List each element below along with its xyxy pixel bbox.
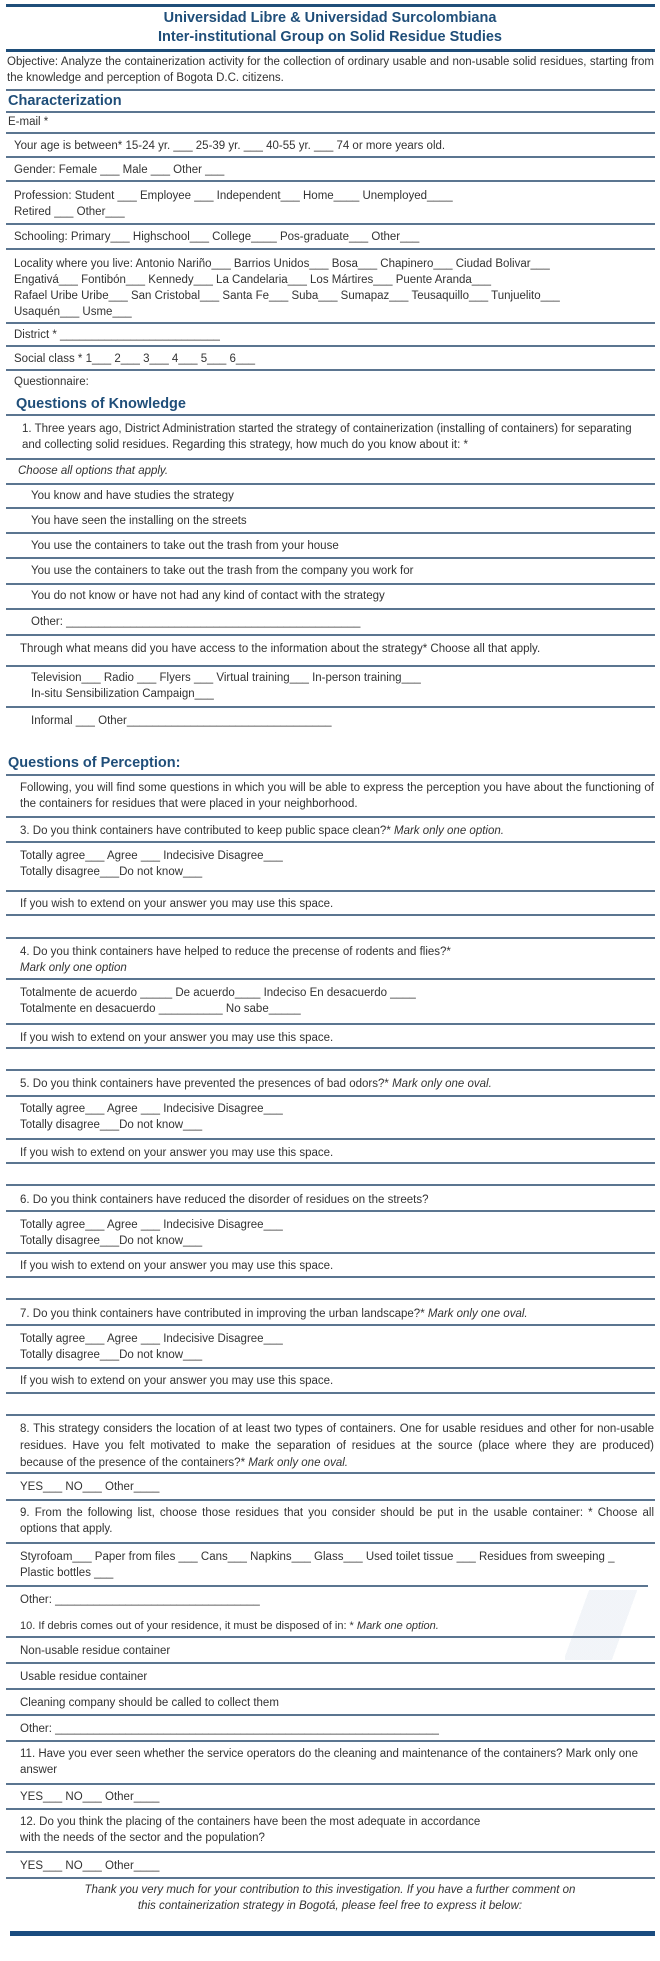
q1-option-other[interactable]: Other: ______________________________________________ xyxy=(31,616,361,628)
q6-extend-label: If you wish to extend on your answer you may use this space. xyxy=(20,1260,334,1272)
divider xyxy=(6,1095,655,1097)
divider xyxy=(6,180,655,182)
q1-option[interactable]: You have seen the installing on the streets xyxy=(31,515,247,527)
divider xyxy=(6,1585,648,1587)
q5-extend-input[interactable] xyxy=(6,1184,655,1186)
divider xyxy=(6,557,655,559)
divider xyxy=(6,1392,655,1394)
divider xyxy=(6,1138,655,1140)
q6-options-cont[interactable]: Totally disagree___Do not know___ xyxy=(20,1235,203,1247)
divider xyxy=(6,458,655,460)
question-3: 3. Do you think containers have contributed to keep public space clean?* Mark only one option. xyxy=(20,825,504,837)
divider xyxy=(6,414,655,416)
q5-options-cont[interactable]: Totally disagree___Do not know___ xyxy=(20,1119,203,1131)
divider xyxy=(6,706,655,708)
section-heading-perception: Questions of Perception: xyxy=(8,755,181,771)
divider xyxy=(6,1542,655,1544)
q3-options-cont[interactable]: Totally disagree___Do not know___ xyxy=(20,866,203,878)
q4-options-cont[interactable]: Totalmente en desacuerdo __________ No sabe_____ xyxy=(20,1003,301,1015)
q10-option-other[interactable]: Other: ____________________________________________________________ xyxy=(20,1723,439,1735)
divider xyxy=(6,483,655,485)
divider xyxy=(6,1783,655,1785)
divider xyxy=(6,1252,655,1254)
divider xyxy=(6,1047,655,1049)
locality-field-cont[interactable]: Rafael Uribe Uribe___ San Cristobal___ Santa Fe___ Suba___ Sumapaz___ Teusaquillo___ Tunjuelito___ xyxy=(14,290,560,302)
q5-options[interactable]: Totally agree___ Agree ___ Indecisive Disagree___ xyxy=(20,1103,283,1115)
perception-intro: Following, you will find some questions in which you will be able to express the perception you have about the functioning of the containers for residues that were placed in your neighborhood. xyxy=(20,782,654,810)
question-4: 4. Do you think containers have helped to reduce the precense of rodents and flies?* xyxy=(20,946,451,958)
question-5: 5. Do you think containers have prevented the presences of bad odors?* Mark only one oval. xyxy=(20,1078,492,1090)
closing-text: Thank you very much for your contribution to this investigation. If you have a further comment on xyxy=(84,1884,576,1896)
q7-extend-input[interactable] xyxy=(6,1414,655,1416)
divider xyxy=(6,1740,655,1742)
q8-options[interactable]: YES___ NO___ Other____ xyxy=(20,1481,160,1493)
schooling-field[interactable]: Schooling: Primary___ Highschool___ College____ Pos-graduate___ Other___ xyxy=(14,231,420,243)
locality-field[interactable]: Locality where you live: Antonio Nariño___ Barrios Unidos___ Bosa___ Chapinero___ Ciudad Bolivar___ xyxy=(14,258,550,270)
question-8: 8. This strategy considers the location of at least two types of containers. One for usable residues and other for non-usable residues. Have you felt motivated to make the separation of residues at the source (place where they are produced) because of the presence of the containers?* Mark only one oval. xyxy=(20,1423,654,1469)
email-field[interactable]: E-mail * xyxy=(8,116,49,128)
q1-option[interactable]: You use the containers to take out the trash from the company you work for xyxy=(31,565,414,577)
divider xyxy=(6,1276,655,1278)
divider xyxy=(6,132,655,134)
question-10: 10. If debris comes out of your residence, it must be disposed of in: * Mark one option. xyxy=(20,1620,439,1632)
q9-options-cont[interactable]: Plastic bottles ___ xyxy=(20,1567,114,1579)
q1-option[interactable]: You do not know or have not had any kind of contact with the strategy xyxy=(31,590,385,602)
divider xyxy=(6,1808,655,1810)
page-title: Universidad Libre & Universidad Surcolombiana xyxy=(163,10,497,26)
divider xyxy=(6,49,655,52)
divider xyxy=(6,665,655,667)
q1-option[interactable]: You use the containers to take out the trash from your house xyxy=(31,540,339,552)
social-class-field[interactable]: Social class * 1___ 2___ 3___ 4___ 5___ 6___ xyxy=(14,353,256,365)
bottom-bar xyxy=(10,1931,655,1936)
divider xyxy=(6,841,655,843)
q5-extend-label: If you wish to extend on your answer you may use this space. xyxy=(20,1147,334,1159)
divider xyxy=(6,1023,655,1025)
district-field[interactable]: District * _________________________ xyxy=(14,329,220,341)
q3-extend-label: If you wish to extend on your answer you may use this space. xyxy=(20,898,334,910)
divider xyxy=(6,1472,655,1474)
divider xyxy=(6,583,655,585)
divider xyxy=(6,1324,655,1326)
divider xyxy=(6,608,655,610)
question-9: 9. From the following list, choose those residues that you consider should be put in the usable container: * Choose all options that apply. xyxy=(20,1507,654,1535)
locality-field-cont[interactable]: Engativá___ Fontibón___ Kennedy___ La Candelaria___ Los Mártires___ Puente Aranda___ xyxy=(14,274,491,286)
divider xyxy=(6,248,655,250)
questionnaire-label: Questionnaire: xyxy=(14,376,89,388)
q4-extend-input[interactable] xyxy=(6,1069,655,1071)
divider xyxy=(6,1851,655,1853)
section-heading-knowledge: Questions of Knowledge xyxy=(16,396,186,412)
q12-options[interactable]: YES___ NO___ Other____ xyxy=(20,1860,160,1872)
page-subtitle: Inter-institutional Group on Solid Residue Studies xyxy=(158,29,502,45)
q4-options[interactable]: Totalmente de acuerdo _____ De acuerdo____ Indeciso En desacuerdo ____ xyxy=(20,987,416,999)
divider xyxy=(6,914,655,916)
closing-text-cont: this containerization strategy in Bogotá, please feel free to express it below: xyxy=(137,1900,523,1912)
divider xyxy=(6,1662,655,1664)
divider xyxy=(6,978,655,980)
q9-options[interactable]: Styrofoam___ Paper from files ___ Cans___ Napkins___ Glass___ Used toilet tissue ___ Residues from sweeping _ xyxy=(20,1551,615,1563)
q11-options[interactable]: YES___ NO___ Other____ xyxy=(20,1791,160,1803)
q1-instruction: Choose all options that apply. xyxy=(18,465,169,477)
objective-text: Objective: Analyze the containerization activity for the collection of ordinary usable and non-usable solid residues, starting from the knowledge and perception of Bogota D.C. citizens. xyxy=(7,56,654,84)
q7-options[interactable]: Totally agree___ Agree ___ Indecisive Disagree___ xyxy=(20,1333,283,1345)
divider xyxy=(6,1210,655,1212)
q3-options[interactable]: Totally agree___ Agree ___ Indecisive Disagree___ xyxy=(20,850,283,862)
question-7: 7. Do you think containers have contributed in improving the urban landscape?* Mark only one oval. xyxy=(20,1308,528,1320)
q10-option[interactable]: Non-usable residue container xyxy=(20,1645,171,1657)
divider xyxy=(6,890,655,892)
profession-field[interactable]: Profession: Student ___ Employee ___ Independent___ Home____ Unemployed____ xyxy=(14,190,453,202)
divider xyxy=(6,89,655,91)
divider xyxy=(6,1636,655,1638)
divider xyxy=(6,816,655,818)
locality-field-cont[interactable]: Usaquén___ Usme___ xyxy=(14,306,132,318)
divider xyxy=(6,1688,655,1690)
section-heading-characterization: Characterization xyxy=(8,93,122,109)
divider xyxy=(6,532,655,534)
divider xyxy=(6,156,655,158)
q7-options-cont[interactable]: Totally disagree___Do not know___ xyxy=(20,1349,203,1361)
q2-options-cont[interactable]: In-situ Sensibilization Campaign___ xyxy=(31,688,214,700)
q10-option[interactable]: Usable residue container xyxy=(20,1671,148,1683)
divider xyxy=(6,1367,655,1369)
divider xyxy=(6,4,655,7)
q10-option[interactable]: Cleaning company should be called to collect them xyxy=(20,1697,279,1709)
question-6: 6. Do you think containers have reduced the disorder of residues on the streets? xyxy=(20,1194,429,1206)
divider xyxy=(6,223,655,225)
question-2: Through what means did you have access to the information about the strategy* Choose all that apply. xyxy=(20,643,541,655)
divider xyxy=(6,1162,655,1164)
divider xyxy=(6,369,655,371)
question-12: 12. Do you think the placing of the containers have been the most adequate in accordance xyxy=(20,1816,481,1828)
q2-options-other[interactable]: Informal ___ Other________________________________ xyxy=(31,715,332,727)
age-field[interactable]: Your age is between* 15-24 yr. ___ 25-39 yr. ___ 40-55 yr. ___ 74 or more years old. xyxy=(14,140,446,152)
divider xyxy=(6,507,655,509)
q1-option[interactable]: You know and have studies the strategy xyxy=(31,490,234,502)
q6-extend-input[interactable] xyxy=(6,1298,655,1300)
divider xyxy=(6,634,655,636)
gender-field[interactable]: Gender: Female ___ Male ___ Other ___ xyxy=(14,164,225,176)
divider xyxy=(6,1499,655,1501)
question-1: 1. Three years ago, District Administration started the strategy of containerization (installing of containers) for separating and collecting solid residues. Regarding this strategy, how much do you know about it: * xyxy=(22,423,632,451)
q3-extend-input[interactable] xyxy=(6,937,655,939)
q6-options[interactable]: Totally agree___ Agree ___ Indecisive Disagree___ xyxy=(20,1219,283,1231)
question-12-cont: with the needs of the sector and the population? xyxy=(20,1832,265,1844)
divider xyxy=(6,345,655,347)
q2-options[interactable]: Television___ Radio ___ Flyers ___ Virtual training___ In-person training___ xyxy=(31,672,421,684)
divider xyxy=(6,111,655,113)
q7-extend-label: If you wish to extend on your answer you may use this space. xyxy=(20,1375,334,1387)
q4-note: Mark only one option xyxy=(20,962,127,974)
q4-extend-label: If you wish to extend on your answer you may use this space. xyxy=(20,1032,334,1044)
question-11: 11. Have you ever seen whether the service operators do the cleaning and maintenance of the containers? Mark only one answer xyxy=(20,1748,638,1776)
divider xyxy=(6,1877,655,1879)
divider xyxy=(6,322,655,324)
q9-other[interactable]: Other: ________________________________ xyxy=(20,1594,260,1606)
divider xyxy=(6,774,655,776)
profession-field-cont[interactable]: Retired ___ Other___ xyxy=(14,206,125,218)
divider xyxy=(6,1714,655,1716)
